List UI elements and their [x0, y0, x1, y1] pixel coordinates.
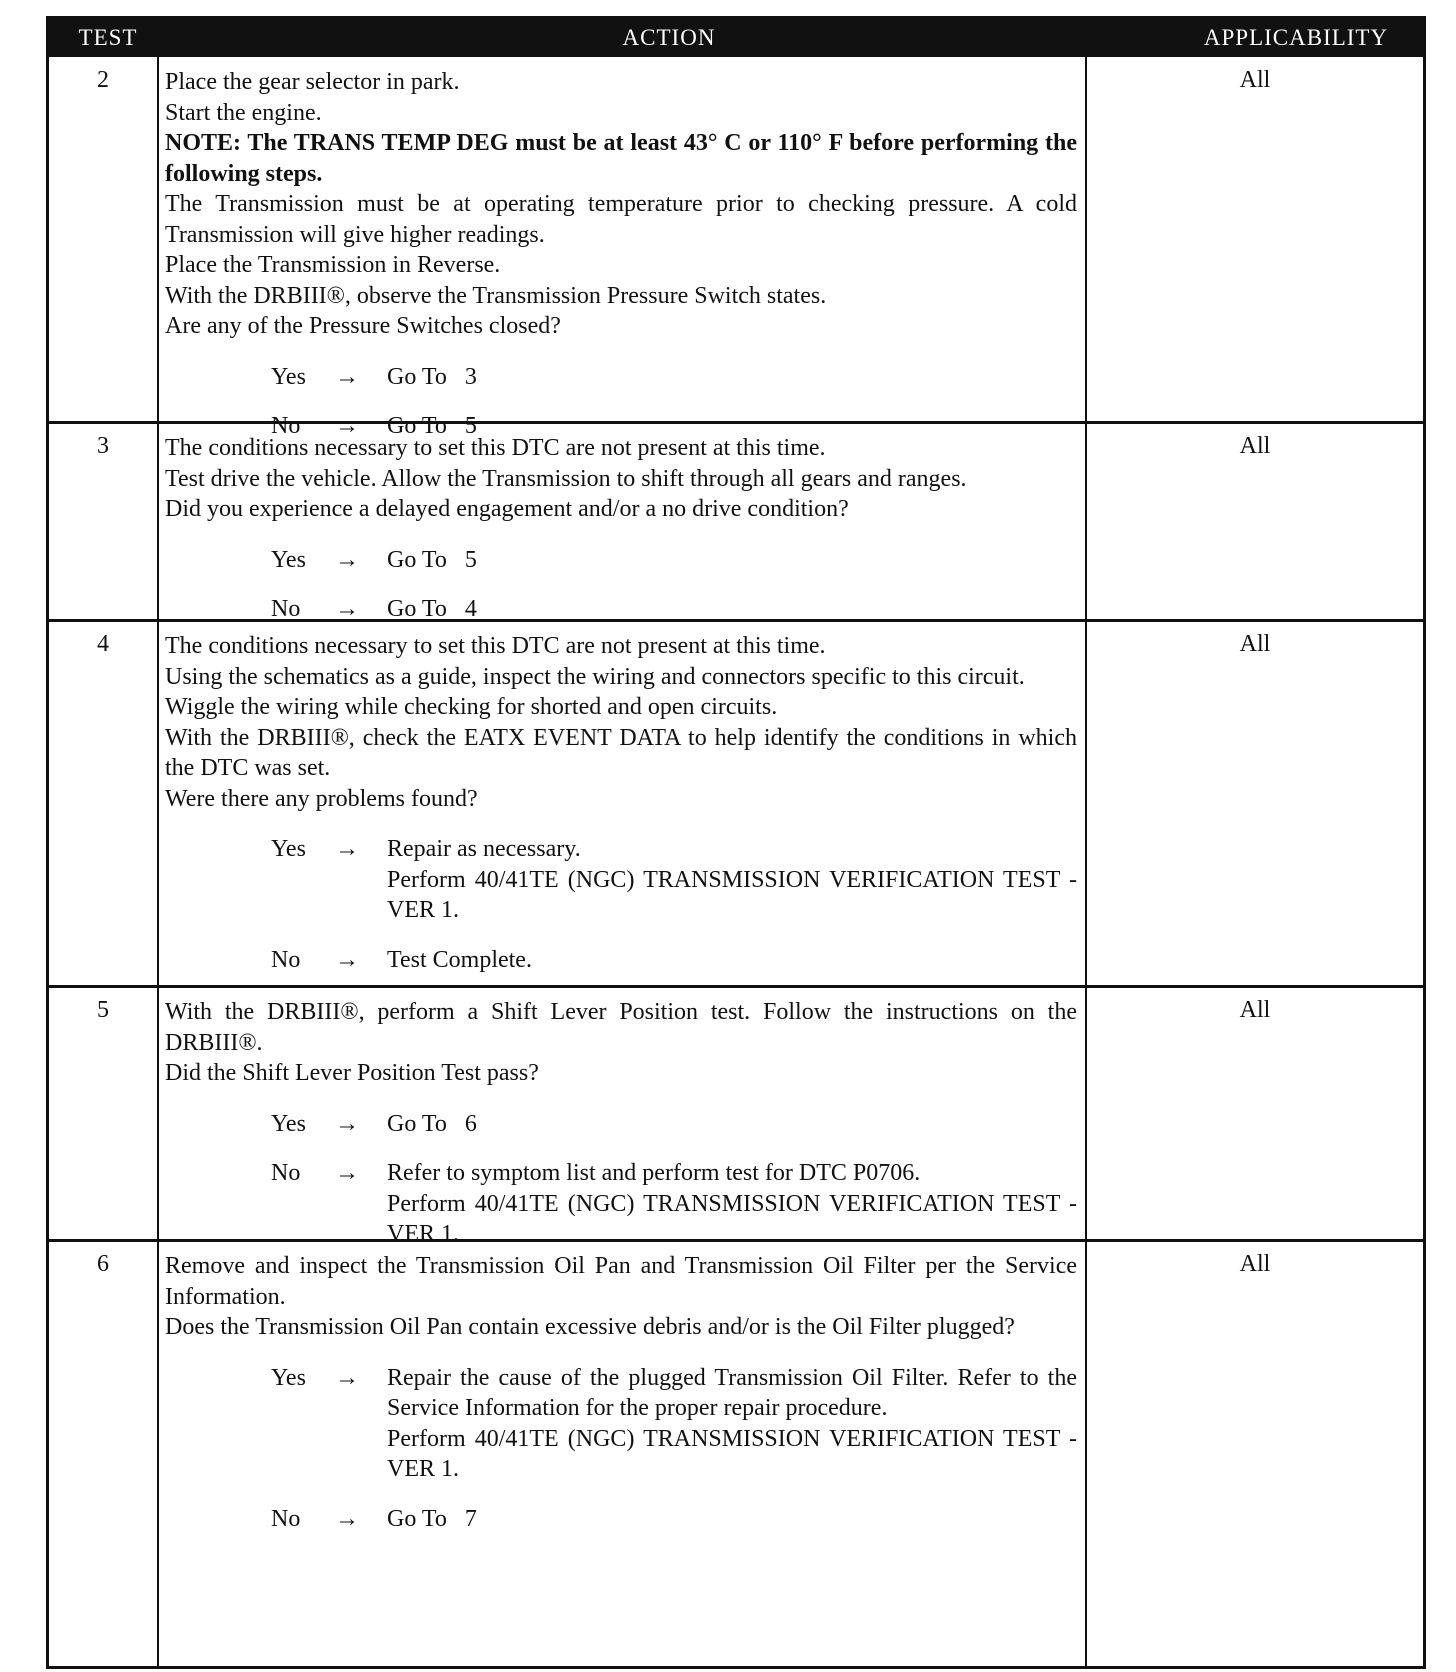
test-number: 2	[97, 67, 109, 93]
answer-key: Yes	[271, 363, 306, 390]
instruction-line: Place the Transmission in Reverse.	[165, 252, 501, 278]
answer-options	[165, 1109, 1077, 1250]
answer-key: Yes	[271, 546, 306, 573]
instruction-line: The conditions necessary to set this DTC are not present at this time.	[165, 435, 826, 461]
instruction-line: The conditions necessary to set this DTC are not present at this time.	[165, 633, 826, 659]
header-test: TEST	[78, 25, 138, 50]
arrow-icon: →	[335, 1160, 359, 1186]
instruction-line: With the DRBIII®, check the EATX EVENT DATA to help identify the conditions in which the DTC was set.	[165, 724, 1077, 781]
test-number: 6	[97, 1251, 109, 1277]
answer-key: No	[271, 946, 301, 973]
instruction-line: With the DRBIII®, perform a Shift Lever Position test. Follow the instructions on the DRBIII®.	[165, 999, 1077, 1056]
action-cell	[165, 997, 1077, 1269]
answer-result: Go To 5	[387, 413, 477, 439]
arrow-icon: →	[335, 596, 359, 622]
answer-no	[165, 945, 1077, 976]
instruction-line: Place the gear selector in park.	[165, 69, 460, 95]
answer-result: Test Complete.	[387, 946, 532, 973]
diagnostic-test-table	[46, 16, 1426, 1669]
answer-result: Go To 5	[387, 546, 477, 573]
answer-no	[165, 1158, 1077, 1250]
applicability-value: All	[1239, 997, 1271, 1023]
answer-key: Yes	[271, 836, 306, 862]
arrow-icon: →	[335, 1364, 359, 1391]
answer-key: No	[271, 1160, 301, 1186]
answer-yes	[165, 362, 1077, 393]
answer-yes	[165, 834, 1077, 926]
answer-result: Go To 7	[387, 1505, 477, 1532]
answer-key: No	[271, 596, 301, 622]
applicability-value: All	[1239, 67, 1271, 93]
answer-result: Repair as necessary.	[387, 836, 581, 862]
applicability-value: All	[1239, 631, 1271, 657]
answer-result: Go To 3	[387, 363, 477, 390]
instruction-line: Using the schematics as a guide, inspect the wiring and connectors specific to this circuit.	[165, 663, 1025, 690]
applicability-value: All	[1239, 1251, 1271, 1277]
question-line: Did the Shift Lever Position Test pass?	[165, 1060, 539, 1086]
answer-yes	[165, 545, 1077, 576]
arrow-icon: →	[335, 413, 359, 439]
action-cell	[165, 67, 1077, 461]
instruction-line: The Transmission must be at operating temperature prior to checking pressure. A cold Transmission will give higher readings.	[165, 191, 1077, 248]
answer-result: Perform 40/41TE (NGC) TRANSMISSION VERIFICATION TEST - VER 1.	[387, 1190, 1077, 1247]
answer-options	[165, 1363, 1077, 1535]
answer-result: Perform 40/41TE (NGC) TRANSMISSION VERIFICATION TEST - VER 1.	[387, 866, 1077, 923]
table-header	[49, 19, 1423, 57]
arrow-icon: →	[335, 546, 359, 573]
answer-result: Go To 4	[387, 596, 477, 622]
instruction-line: Remove and inspect the Transmission Oil Pan and Transmission Oil Filter per the Service Information.	[165, 1253, 1077, 1310]
question-line: Did you experience a delayed engagement and/or a no drive condition?	[165, 496, 849, 522]
arrow-icon: →	[335, 1110, 359, 1137]
answer-key: No	[271, 1505, 301, 1532]
answer-options	[165, 545, 1077, 625]
answer-yes	[165, 1109, 1077, 1140]
answer-result: Refer to symptom list and perform test for DTC P0706.	[387, 1160, 921, 1186]
instruction-line: Wiggle the wiring while checking for shorted and open circuits.	[165, 694, 778, 720]
answer-key: No	[271, 413, 301, 439]
answer-result: Repair the cause of the plugged Transmission Oil Filter. Refer to the Service Information for the proper repair procedure.	[387, 1364, 1077, 1421]
answer-result: Go To 6	[387, 1110, 477, 1137]
column-divider	[157, 57, 159, 1666]
action-cell	[165, 631, 1077, 994]
test-number: 3	[97, 433, 109, 459]
instruction-line: With the DRBIII®, observe the Transmission Pressure Switch states.	[165, 282, 827, 309]
answer-no	[165, 1504, 1077, 1535]
header-applicability: APPLICABILITY	[1203, 25, 1389, 50]
question-line: Were there any problems found?	[165, 785, 478, 812]
arrow-icon: →	[335, 363, 359, 390]
answer-result: Perform 40/41TE (NGC) TRANSMISSION VERIFICATION TEST - VER 1.	[387, 1425, 1077, 1482]
instruction-line: Start the engine.	[165, 99, 322, 126]
question-line: Are any of the Pressure Switches closed?	[165, 313, 561, 339]
arrow-icon: →	[335, 946, 359, 973]
applicability-value: All	[1239, 433, 1271, 459]
question-line: Does the Transmission Oil Pan contain excessive debris and/or is the Oil Filter plugged?	[165, 1314, 1015, 1340]
answer-key: Yes	[271, 1110, 306, 1137]
answer-options	[165, 362, 1077, 442]
answer-no	[165, 594, 1077, 625]
action-cell	[165, 433, 1077, 644]
column-divider	[1085, 57, 1087, 1666]
instruction-line: Test drive the vehicle. Allow the Transmission to shift through all gears and ranges.	[165, 465, 967, 492]
header-action: ACTION	[622, 25, 716, 50]
test-number: 5	[97, 997, 109, 1023]
answer-options	[165, 834, 1077, 975]
answer-yes	[165, 1363, 1077, 1485]
test-number: 4	[97, 631, 109, 657]
action-cell	[165, 1251, 1077, 1553]
arrow-icon: →	[335, 1505, 359, 1532]
note-text: NOTE: The TRANS TEMP DEG must be at least 43° C or 110° F before performing the following steps.	[165, 130, 1077, 187]
answer-key: Yes	[271, 1364, 306, 1391]
arrow-icon: →	[335, 836, 359, 862]
